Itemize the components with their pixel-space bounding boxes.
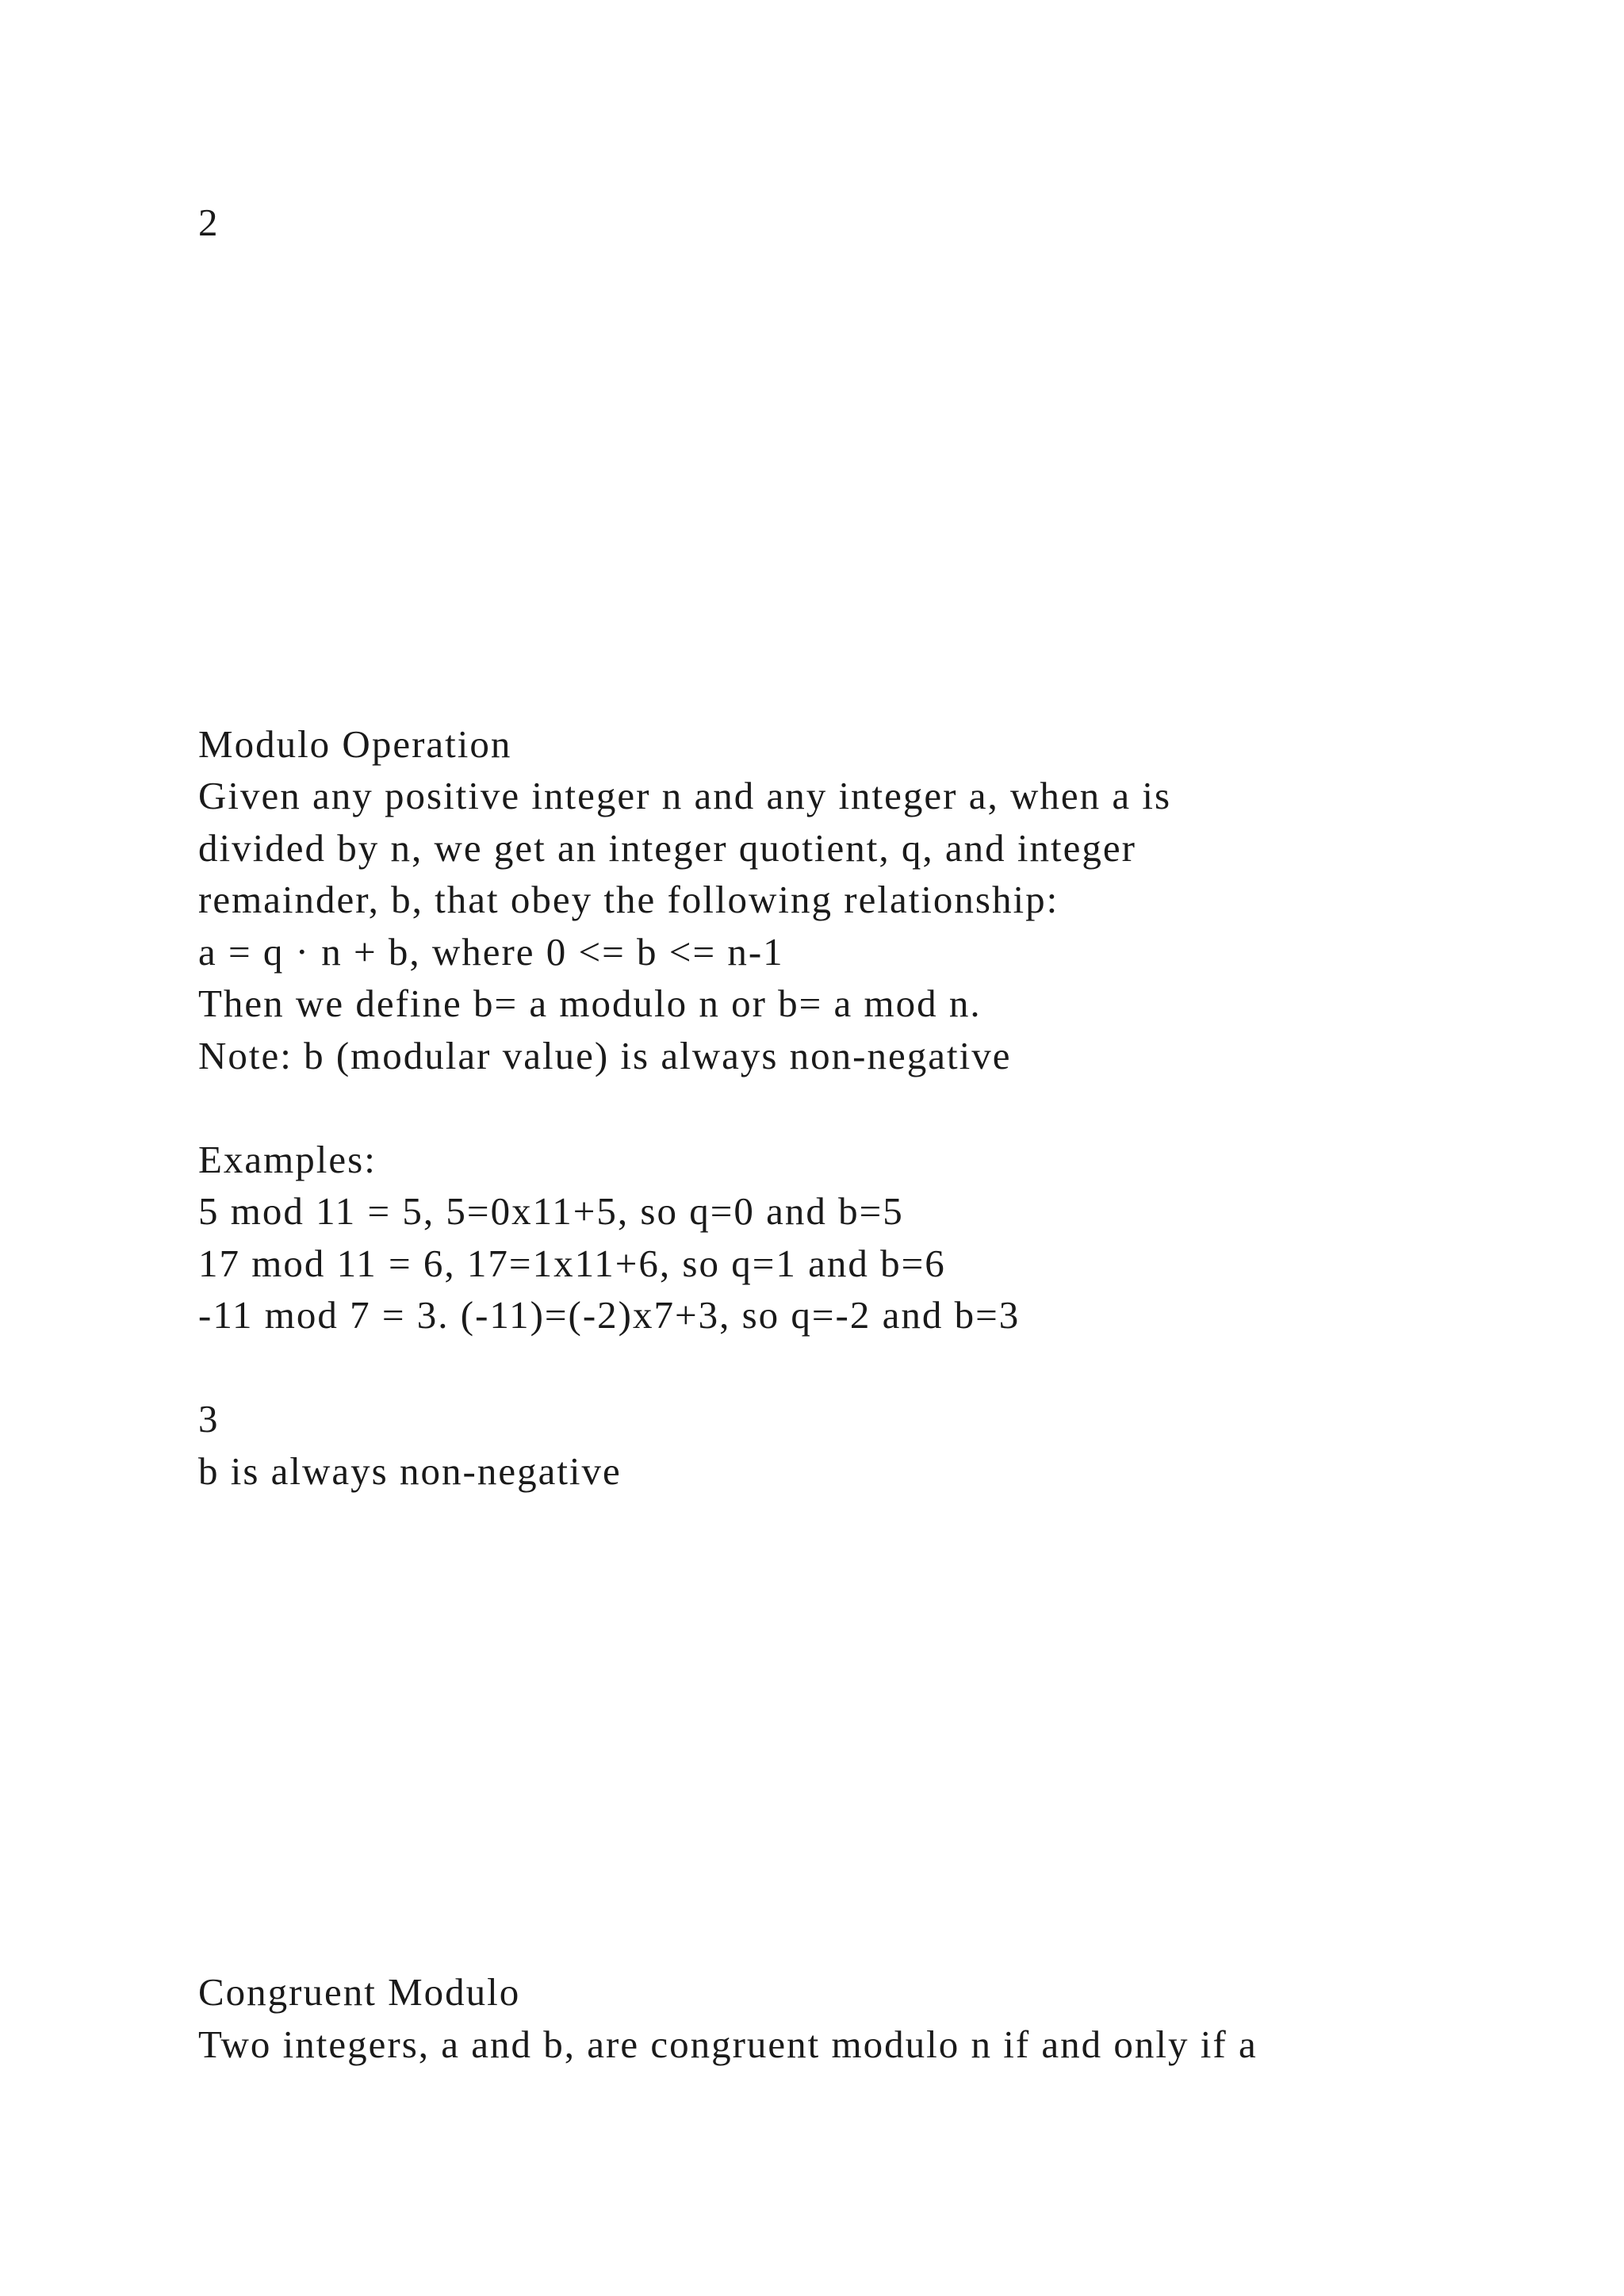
body-line: Given any positive integer n and any integer a, when a is — [198, 774, 1172, 817]
example-line: -11 mod 7 = 3. (-11)=(-2)x7+3, so q=-2 and b=3 — [198, 1293, 1021, 1337]
formula-line: a = q · n + b, where 0 <= b <= n-1 — [198, 930, 784, 974]
section-title-modulo-operation: Modulo Operation — [198, 722, 512, 766]
body-line: remainder, b, that obey the following relationship: — [198, 878, 1059, 921]
example-line: 17 mod 11 = 6, 17=1x11+6, so q=1 and b=6 — [198, 1242, 946, 1285]
page-number: 2 — [198, 201, 220, 244]
note-line: Note: b (modular value) is always non-negative — [198, 1034, 1012, 1077]
body-line: Two integers, a and b, are congruent modulo n if and only if a — [198, 2022, 1258, 2066]
example-line: 5 mod 11 = 5, 5=0x11+5, so q=0 and b=5 — [198, 1189, 904, 1233]
body-line: divided by n, we get an integer quotient, q, and integer — [198, 826, 1136, 870]
page-number: 3 — [198, 1397, 220, 1441]
body-line: Then we define b= a modulo n or b= a mod n. — [198, 982, 982, 1025]
body-line: b is always non-negative — [198, 1449, 622, 1493]
section-title-congruent-modulo: Congruent Modulo — [198, 1970, 521, 2014]
examples-heading: Examples: — [198, 1138, 377, 1181]
